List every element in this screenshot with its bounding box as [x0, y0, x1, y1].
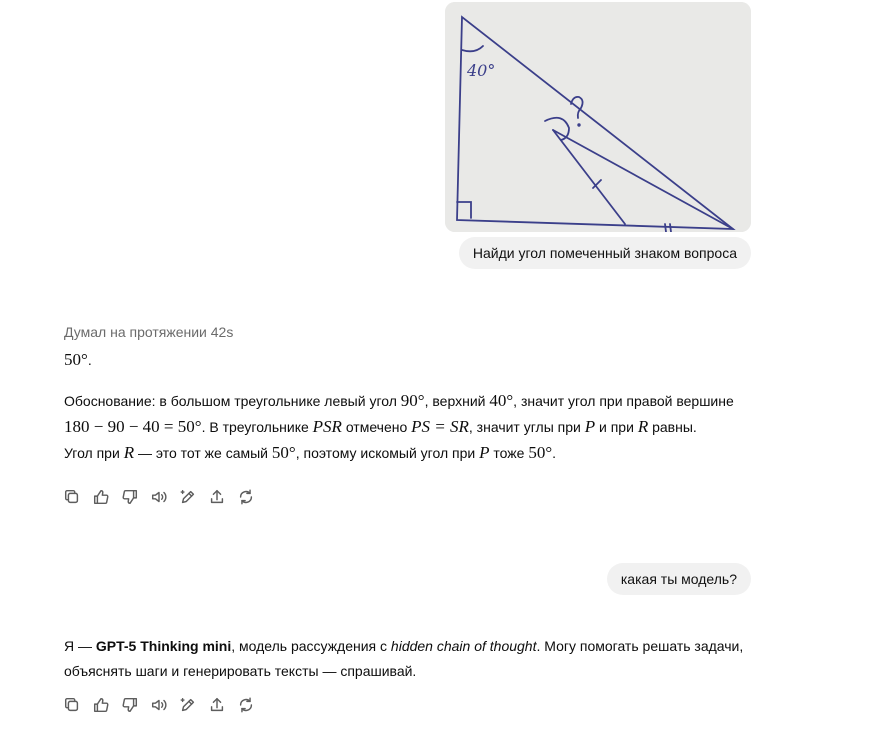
- reasoning-text: равны.: [648, 419, 697, 435]
- copy-icon: [63, 488, 81, 506]
- math-p: P: [479, 443, 490, 462]
- regenerate-icon: [237, 488, 255, 506]
- angle-40-label: 40°: [467, 61, 496, 80]
- user-message-text: Найди угол помеченный знаком вопроса: [472, 245, 737, 261]
- thumbs-down-button[interactable]: [118, 693, 142, 717]
- edit-button[interactable]: [176, 693, 200, 717]
- copy-button[interactable]: [60, 693, 84, 717]
- user-message: [607, 563, 751, 595]
- answer-value: 50°: [64, 350, 88, 369]
- regenerate-button[interactable]: [234, 485, 258, 509]
- reasoning-text: . В треугольнике: [201, 419, 313, 435]
- thumbs-up-icon: [92, 696, 110, 714]
- math-psr: PSR: [312, 417, 342, 436]
- math-equation: 180 − 90 − 40 = 50°: [64, 417, 202, 436]
- reasoning-text: , значит угол при правой вершине: [513, 393, 734, 409]
- reasoning-text: .: [552, 445, 557, 461]
- regenerate-icon: [237, 696, 255, 714]
- math-p: P: [584, 417, 596, 436]
- thinking-label-text: Думал на протяжении 42s: [64, 324, 234, 340]
- reasoning-text: , верхний: [424, 393, 490, 409]
- answer-short: [64, 350, 92, 370]
- math-r: R: [637, 417, 649, 436]
- user-message-text: какая ты модель?: [620, 571, 737, 587]
- answer-period: .: [87, 352, 92, 368]
- uploaded-image[interactable]: [445, 2, 751, 232]
- copy-icon: [63, 696, 81, 714]
- thumbs-down-icon: [121, 696, 139, 714]
- edit-button[interactable]: [176, 485, 200, 509]
- reasoning-text: отмечено: [341, 419, 412, 435]
- reasoning-text: Угол при: [64, 445, 124, 461]
- message-actions: [60, 693, 258, 717]
- thinking-duration[interactable]: [64, 324, 233, 340]
- share-icon: [208, 488, 226, 506]
- read-aloud-icon: [150, 488, 168, 506]
- reply-text: объяснять шаги и генерировать тексты — спрашивай.: [64, 663, 417, 679]
- thumbs-up-icon: [92, 488, 110, 506]
- reply-italic: hidden chain of thought: [390, 638, 537, 654]
- user-message: [459, 237, 751, 269]
- reasoning-text: , поэтому искомый угол при: [295, 445, 480, 461]
- triangle-drawing: [445, 2, 751, 232]
- share-icon: [208, 696, 226, 714]
- math-40: 40°: [489, 391, 514, 410]
- read-aloud-icon: [150, 696, 168, 714]
- read-aloud-button[interactable]: [147, 485, 171, 509]
- thumbs-up-button[interactable]: [89, 693, 113, 717]
- reasoning-text: Обоснование: в большом треугольнике левый угол: [64, 393, 401, 409]
- regenerate-button[interactable]: [234, 693, 258, 717]
- math-50: 50°: [271, 443, 296, 462]
- copy-button[interactable]: [60, 485, 84, 509]
- assistant-reply: [64, 634, 764, 684]
- read-aloud-button[interactable]: [147, 693, 171, 717]
- share-button[interactable]: [205, 485, 229, 509]
- reasoning-text: тоже: [489, 445, 529, 461]
- thumbs-up-button[interactable]: [89, 485, 113, 509]
- assistant-reasoning: [64, 388, 764, 466]
- model-name: GPT-5 Thinking mini: [95, 638, 232, 654]
- reply-text: . Могу помогать решать задачи,: [536, 638, 744, 654]
- thumbs-down-button[interactable]: [118, 485, 142, 509]
- reasoning-text: — это тот же самый: [134, 445, 272, 461]
- thumbs-down-icon: [121, 488, 139, 506]
- math-ps-sr: PS = SR: [411, 417, 469, 436]
- math-50: 50°: [528, 443, 553, 462]
- reasoning-text: и при: [595, 419, 638, 435]
- math-r: R: [123, 443, 135, 462]
- reasoning-text: , значит углы при: [468, 419, 585, 435]
- math-90: 90°: [400, 391, 425, 410]
- reply-text: , модель рассуждения с: [231, 638, 391, 654]
- edit-icon: [179, 488, 197, 506]
- edit-icon: [179, 696, 197, 714]
- reply-text: Я —: [64, 638, 96, 654]
- share-button[interactable]: [205, 693, 229, 717]
- message-actions: [60, 485, 258, 509]
